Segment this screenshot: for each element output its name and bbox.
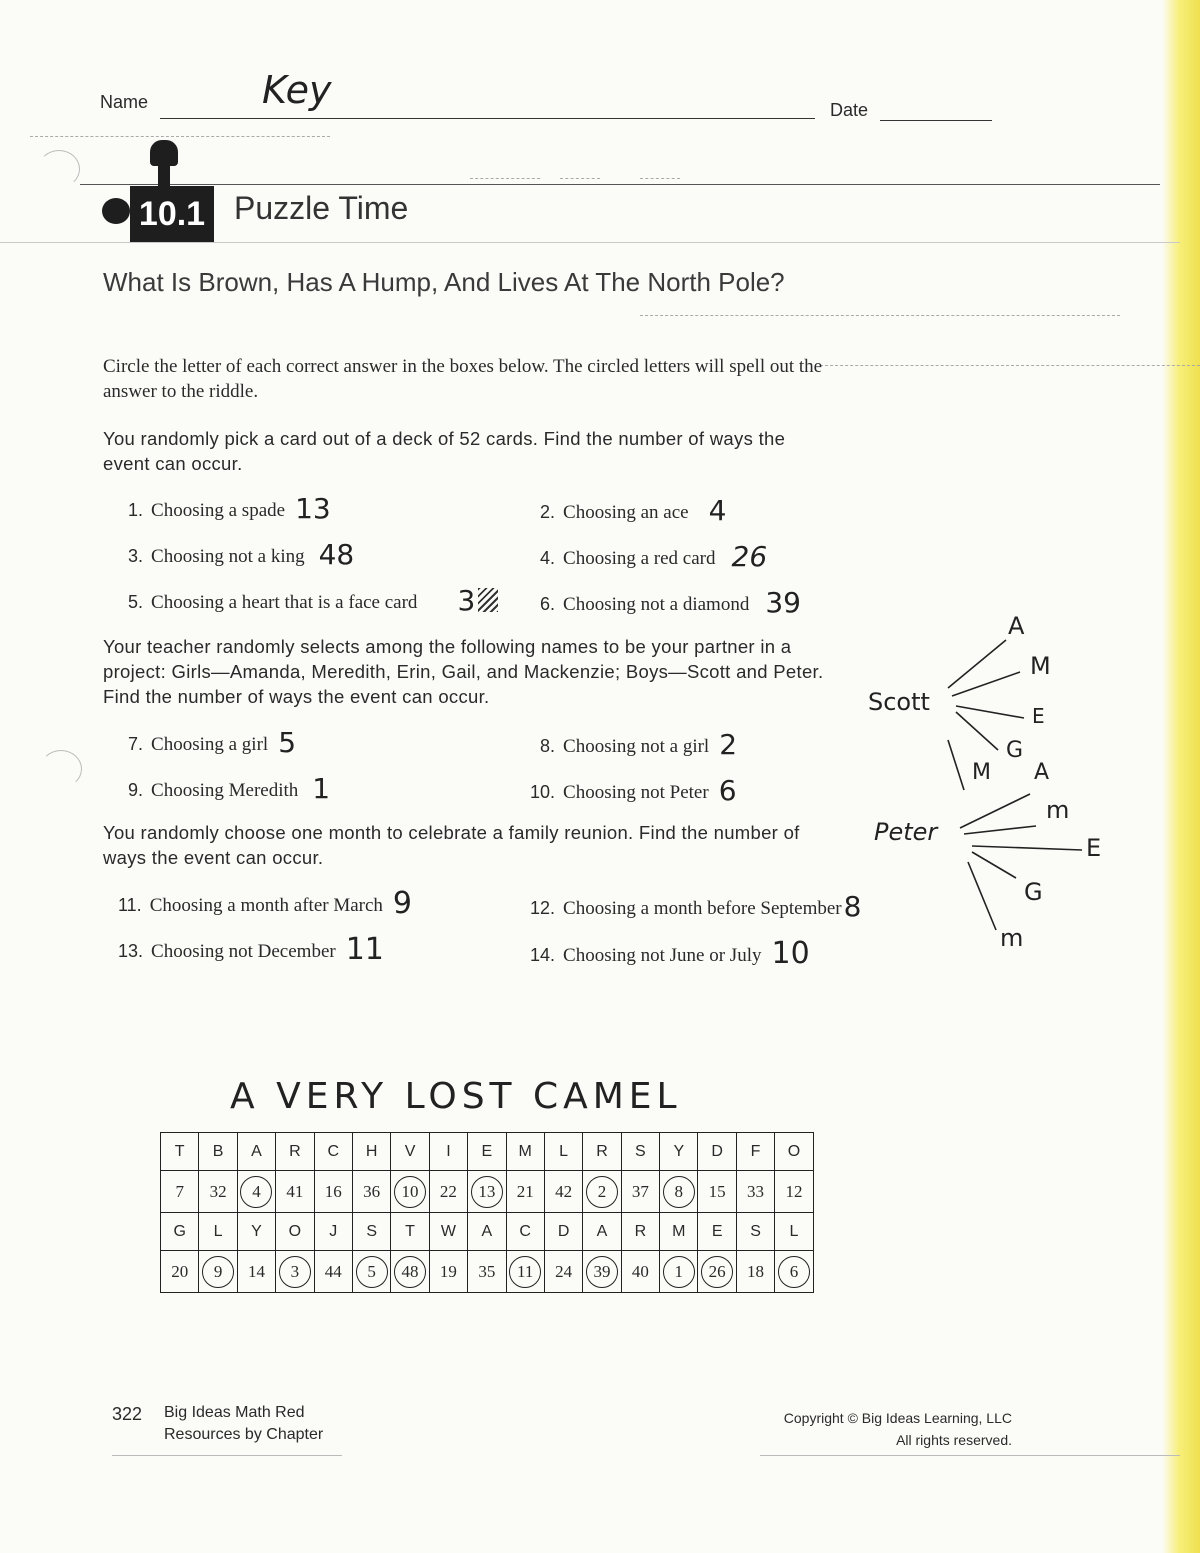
question-6 [540, 586, 801, 619]
grid-row-numbers [161, 1171, 814, 1213]
handwritten-answer: 13 [295, 492, 331, 525]
grid-number: 24 [555, 1261, 573, 1281]
grid-row-letters [161, 1133, 814, 1171]
book-title: Big Ideas Math Red [164, 1404, 305, 1421]
grid-letter-cell: F [736, 1133, 774, 1171]
grid-letter-cell: L [775, 1213, 813, 1251]
tree-branch [968, 862, 996, 930]
grid-number-cell [199, 1251, 237, 1293]
circled-number: 4 [240, 1176, 272, 1208]
grid-number-cell [736, 1251, 774, 1293]
question-text: Choosing a month after March [149, 895, 383, 916]
grid-letter-cell: T [161, 1133, 199, 1171]
grid-number: 12 [785, 1181, 803, 1201]
handwritten-answer: 11 [345, 932, 384, 967]
tree-leaf: E [1086, 834, 1102, 862]
name-underline [160, 118, 815, 119]
question-10 [530, 774, 737, 807]
grid-number: 41 [286, 1181, 304, 1201]
scan-line [640, 178, 680, 179]
grid-number-cell [276, 1251, 314, 1293]
grid-number-cell [161, 1171, 199, 1213]
question-text: Choosing not a girl [563, 736, 710, 757]
grid-number-cell [314, 1171, 352, 1213]
grid-letter-cell: J [314, 1213, 352, 1251]
question-text: Choosing not December [151, 941, 336, 962]
grid-letter-cell: T [391, 1213, 429, 1251]
section-intro-names: Your teacher randomly selects among the following names to be your partner in a project: Girls—Amanda, Meredith, Erin, Gail, and Mackenzie; Boys—Scott and Peter. Find the number of ways the event can occur. [103, 636, 824, 707]
scan-line [820, 365, 1200, 366]
handwritten-answer: 39 [765, 586, 801, 619]
tree-branch [956, 712, 998, 750]
section-intro-cards: You randomly pick a card out of a deck of 52 cards. Find the number of ways the event can occur. [103, 428, 786, 474]
question-12 [530, 890, 861, 923]
grid-number-cell [391, 1251, 429, 1293]
footer-rule [760, 1455, 1180, 1456]
grid-number: 22 [439, 1181, 457, 1201]
grid-number-cell [736, 1171, 774, 1213]
grid-number: 14 [247, 1261, 265, 1281]
tree-branch [956, 706, 1024, 718]
question-text: Choosing a girl [151, 734, 269, 755]
grid-letter-cell: R [276, 1133, 314, 1171]
question-number: 9. [128, 780, 144, 800]
question-number: 7. [128, 734, 144, 754]
tree-leaf: m [1046, 796, 1070, 824]
circled-number: 3 [279, 1256, 311, 1288]
handwritten-answer: 5 [278, 726, 297, 759]
grid-number: 7 [175, 1181, 184, 1201]
question-2 [540, 494, 726, 527]
scribble-mark [478, 588, 498, 612]
question-11 [118, 886, 412, 921]
name-label: Name [100, 92, 149, 112]
puzzle-piece-tab [102, 198, 130, 224]
grid-number: 36 [363, 1181, 381, 1201]
grid-number-cell [199, 1171, 237, 1213]
grid-letter-cell: E [698, 1213, 736, 1251]
handwritten-riddle-answer: A VERY LOST CAMEL [230, 1076, 682, 1117]
grid-number-cell [544, 1251, 582, 1293]
question-text: Choosing a red card [563, 548, 716, 569]
grid-number: 19 [439, 1261, 457, 1281]
grid-letter-cell: C [314, 1133, 352, 1171]
question-text: Choosing not a diamond [563, 594, 750, 615]
grid-letter-cell: M [660, 1213, 698, 1251]
grid-letter-cell: Y [660, 1133, 698, 1171]
copyright-notice: Copyright © Big Ideas Learning, LLC [783, 1410, 1012, 1426]
circled-number: 10 [394, 1176, 426, 1208]
grid-letter-cell: S [736, 1213, 774, 1251]
tree-label-scott: Scott [868, 688, 930, 716]
grid-number-cell [276, 1171, 314, 1213]
question-13 [118, 932, 384, 967]
tree-leaf: E [1032, 704, 1045, 728]
grid-letter-cell: Y [237, 1213, 275, 1251]
tree-branch [972, 846, 1082, 850]
grid-number: 40 [631, 1261, 649, 1281]
grid-letter-cell: S [352, 1213, 390, 1251]
circled-number: 13 [471, 1176, 503, 1208]
grid-letter-cell: G [161, 1213, 199, 1251]
grid-number-cell [583, 1251, 621, 1293]
question-number: 3. [128, 546, 144, 566]
binder-hole [38, 150, 80, 188]
rights-notice: All rights reserved. [896, 1432, 1012, 1448]
question-1 [128, 492, 331, 525]
scan-line [30, 136, 330, 137]
grid-number-cell [314, 1251, 352, 1293]
grid-number: 16 [324, 1181, 342, 1201]
question-text: Choosing a month before September [563, 898, 842, 919]
handwritten-answer: 48 [318, 538, 355, 571]
page-number: 322 [112, 1404, 143, 1424]
grid-letter-cell: E [468, 1133, 506, 1171]
riddle-title: What Is Brown, Has A Hump, And Lives At The North Pole? [103, 267, 785, 297]
scan-line [470, 178, 540, 179]
grid-number: 37 [631, 1181, 649, 1201]
grid-letter-cell: W [429, 1213, 467, 1251]
grid-letter-cell: D [544, 1213, 582, 1251]
answer-grid [160, 1132, 814, 1293]
tree-leaf: m [1000, 924, 1024, 952]
circled-number: 5 [356, 1256, 388, 1288]
grid-number: 32 [209, 1181, 227, 1201]
handwritten-answer: 10 [771, 936, 810, 971]
handwritten-answer: 8 [843, 890, 862, 923]
grid-number-cell [775, 1251, 813, 1293]
question-text: Choosing Meredith [151, 780, 299, 801]
grid-number-cell [237, 1171, 275, 1213]
section-intro-months: You randomly choose one month to celebrate a family reunion. Find the number of ways the event can occur. [103, 822, 800, 868]
date-label: Date [830, 100, 869, 120]
grid-number-cell [161, 1251, 199, 1293]
grid-number-cell [544, 1171, 582, 1213]
grid-letter-cell: O [276, 1213, 314, 1251]
grid-letter-cell: I [429, 1133, 467, 1171]
grid-letter-cell: R [621, 1213, 659, 1251]
grid-row-letters [161, 1213, 814, 1251]
grid-number-cell [468, 1251, 506, 1293]
circled-number: 26 [701, 1256, 733, 1288]
grid-number-cell [621, 1171, 659, 1213]
question-number: 4. [540, 548, 556, 568]
grid-row-numbers [161, 1251, 814, 1293]
question-text: Choosing not June or July [563, 945, 762, 966]
question-number: 12. [530, 898, 556, 918]
question-number: 14. [530, 945, 556, 965]
name-handwritten-value: Key [262, 68, 332, 112]
grid-number: 35 [478, 1261, 496, 1281]
question-text: Choosing not a king [151, 546, 305, 567]
book-subtitle: Resources by Chapter [164, 1426, 324, 1443]
circled-number: 9 [202, 1256, 234, 1288]
circled-number: 1 [663, 1256, 695, 1288]
paper-edge-highlight [1162, 0, 1200, 1553]
scan-line [560, 178, 600, 179]
grid-number: 20 [171, 1261, 189, 1281]
footer-rule [112, 1455, 342, 1456]
grid-number-cell [237, 1251, 275, 1293]
handwritten-answer: 4 [708, 494, 727, 527]
question-number: 11. [118, 895, 142, 915]
grid-letter-cell: C [506, 1213, 544, 1251]
circled-number: 11 [509, 1256, 541, 1288]
question-number: 10. [530, 782, 556, 802]
tree-leaf: A [1034, 760, 1050, 785]
tree-leaf: G [1006, 738, 1024, 763]
handwritten-answer: 2 [719, 728, 738, 761]
question-7 [128, 726, 296, 759]
question-number: 6. [540, 594, 556, 614]
question-number: 2. [540, 502, 556, 522]
handwritten-answer: 6 [718, 774, 737, 807]
binder-hole [40, 750, 82, 788]
grid-letter-cell: S [621, 1133, 659, 1171]
grid-number-cell [660, 1251, 698, 1293]
grid-letter-cell: O [775, 1133, 813, 1171]
grid-number-cell [583, 1171, 621, 1213]
grid-letter-cell: L [544, 1133, 582, 1171]
question-text: Choosing not Peter [563, 782, 709, 803]
question-number: 5. [128, 592, 144, 612]
circled-number: 6 [778, 1256, 810, 1288]
circled-number: 39 [586, 1256, 618, 1288]
grid-number-cell [506, 1251, 544, 1293]
grid-number-cell [621, 1251, 659, 1293]
grid-number-cell [775, 1171, 813, 1213]
question-text: Choosing an ace [563, 502, 689, 523]
grid-number-cell [468, 1171, 506, 1213]
lesson-title: Puzzle Time [234, 190, 409, 226]
question-8 [540, 728, 737, 761]
question-14 [530, 936, 810, 971]
grid-letter-cell: V [391, 1133, 429, 1171]
question-9 [128, 772, 330, 805]
header-rule-lower [0, 242, 1180, 243]
tree-leaf: M [1030, 652, 1051, 680]
scan-line [640, 315, 1120, 316]
handwritten-answer: 3 [457, 584, 476, 617]
tree-leaf: A [1008, 612, 1025, 640]
grid-number: 21 [516, 1181, 534, 1201]
grid-number: 15 [708, 1181, 726, 1201]
tree-leaf: M [972, 760, 991, 785]
circled-number: 2 [586, 1176, 618, 1208]
grid-number-cell [506, 1171, 544, 1213]
question-number: 13. [118, 941, 144, 961]
grid-number: 44 [324, 1261, 342, 1281]
grid-number-cell [352, 1171, 390, 1213]
grid-letter-cell: B [199, 1133, 237, 1171]
tree-branch [948, 740, 964, 790]
riddle-instructions: Circle the letter of each correct answer in the boxes below. The circled letters will spell out the answer to the riddle. [103, 356, 823, 402]
grid-number-cell [429, 1171, 467, 1213]
circled-number: 48 [394, 1256, 426, 1288]
grid-number-cell [391, 1171, 429, 1213]
tree-branch [972, 852, 1016, 878]
grid-number-cell [429, 1251, 467, 1293]
question-text: Choosing a spade [151, 500, 286, 521]
grid-letter-cell: A [583, 1213, 621, 1251]
grid-letter-cell: A [468, 1213, 506, 1251]
question-text: Choosing a heart that is a face card [151, 592, 418, 613]
grid-number-cell [698, 1171, 736, 1213]
grid-letter-cell: D [698, 1133, 736, 1171]
date-underline [880, 120, 992, 121]
grid-letter-cell: R [583, 1133, 621, 1171]
question-number: 8. [540, 736, 556, 756]
tree-leaf: G [1024, 878, 1043, 906]
handwritten-answer: 1 [312, 772, 331, 805]
tree-label-peter: Peter [874, 818, 938, 846]
tree-branch [964, 826, 1036, 834]
handwritten-answer: 9 [392, 886, 413, 921]
grid-number: 33 [747, 1181, 765, 1201]
grid-number-cell [352, 1251, 390, 1293]
tree-branch [960, 794, 1030, 828]
grid-letter-cell: H [352, 1133, 390, 1171]
circled-number: 8 [663, 1176, 695, 1208]
handwritten-answer: 26 [731, 540, 768, 573]
grid-number-cell [698, 1251, 736, 1293]
question-number: 1. [128, 500, 144, 520]
grid-letter-cell: A [237, 1133, 275, 1171]
header-rule [80, 184, 1160, 185]
grid-number-cell [660, 1171, 698, 1213]
question-4 [540, 540, 767, 573]
grid-number: 42 [555, 1181, 573, 1201]
grid-letter-cell: L [199, 1213, 237, 1251]
question-5 [128, 584, 475, 617]
question-3 [128, 538, 354, 571]
lesson-number-badge: 10.1 [130, 186, 214, 242]
grid-letter-cell: M [506, 1133, 544, 1171]
grid-number: 18 [747, 1261, 765, 1281]
